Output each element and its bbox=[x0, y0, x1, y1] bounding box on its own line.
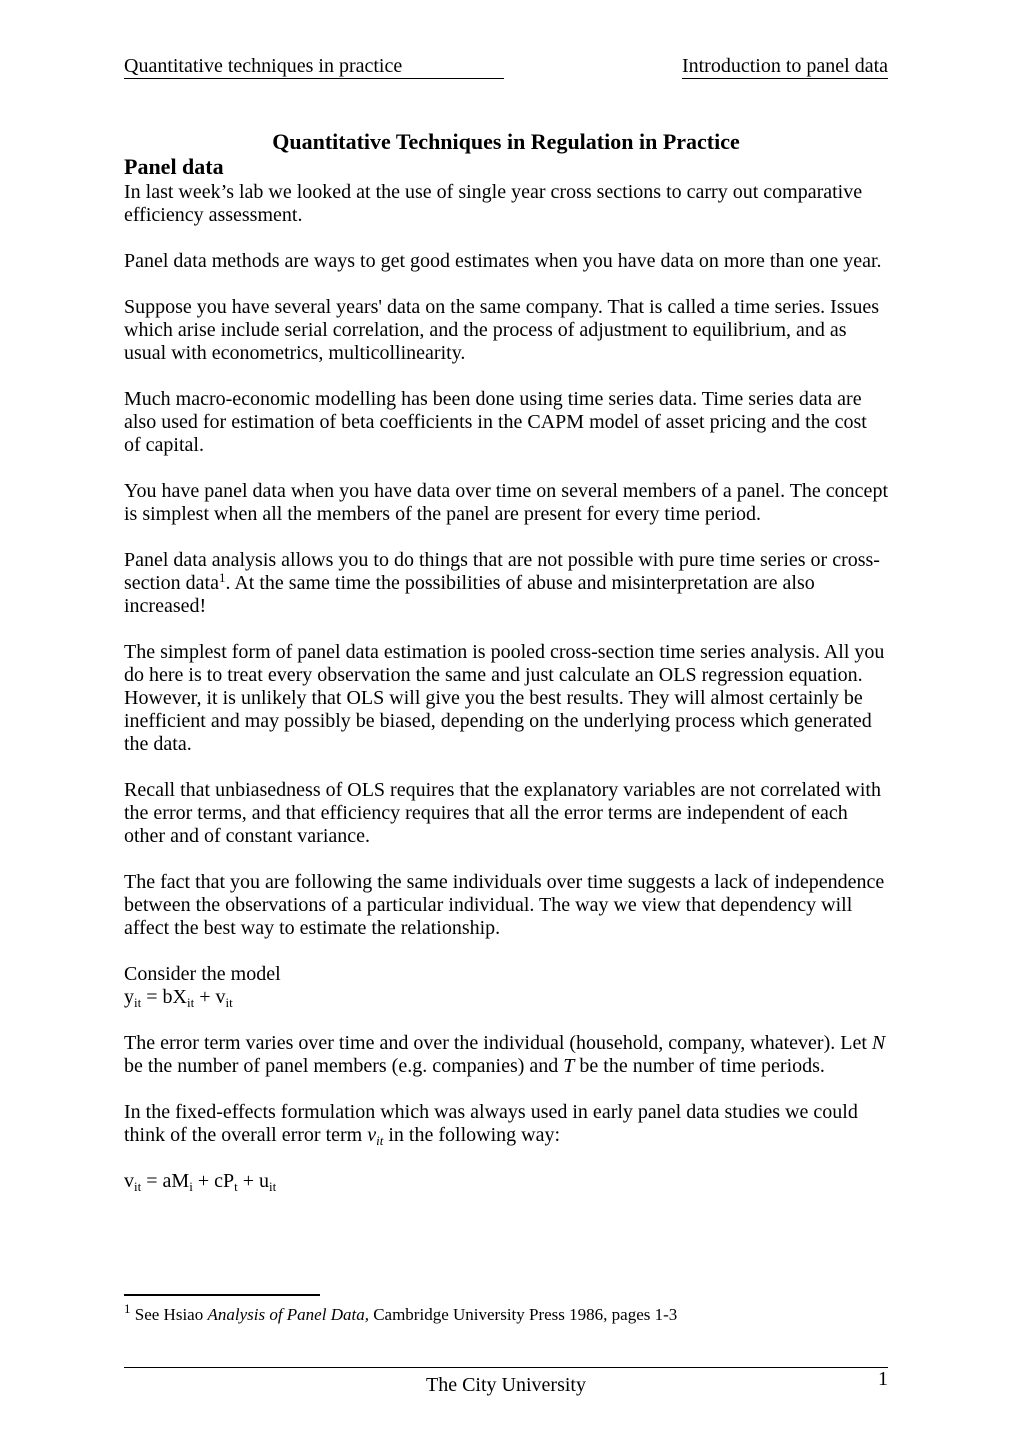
formula-subscript: i bbox=[189, 1179, 193, 1194]
formula-text: = bX bbox=[141, 986, 187, 1008]
header-left-title: Quantitative techniques in practice bbox=[124, 54, 504, 79]
variable-T: T bbox=[563, 1055, 575, 1077]
formula-subscript: it bbox=[269, 1179, 277, 1194]
formula-subscript: t bbox=[234, 1179, 238, 1194]
footnote-text: See Hsiao bbox=[130, 1305, 208, 1324]
doc-title: Quantitative Techniques in Regulation in Practice bbox=[272, 129, 740, 154]
paragraph-pooled-ols: The simplest form of panel data estimation is pooled cross-section time series analysis. All you do here is to treat every observation the same and just calculate an OLS regression equation. However, it is unlikely that OLS will give you the best results. They will almost certainly be inefficient and may possibly be biased, depending on the underlying process which generated the data. bbox=[124, 641, 885, 755]
footnote-reference-mark: 1 bbox=[218, 570, 226, 585]
footnote-text: Cambridge University Press 1986, pages 1-3 bbox=[368, 1305, 678, 1324]
formula-text: y bbox=[124, 986, 134, 1008]
paragraph-independence: The fact that you are following the same individuals over time suggests a lack of independence between the observations of a particular individual. The way we view that dependency will affect the best way to estimate the relationship. bbox=[124, 871, 885, 939]
paragraph-unbiasedness: Recall that unbiasedness of OLS requires that the explanatory variables are not correlated with the error terms, and that efficiency requires that all the error terms are independent of each other and of constant variance. bbox=[124, 779, 881, 847]
variable-vit bbox=[367, 1124, 383, 1146]
paragraph-text: In the fixed-effects formulation which was always used in early panel data studies we could think of the overall error term bbox=[124, 1101, 858, 1146]
paragraph-fixed-effects bbox=[124, 1101, 888, 1147]
formula-text: + u bbox=[237, 1170, 269, 1192]
footer-institution: The City University bbox=[426, 1374, 586, 1396]
paragraph-text: be the number of panel members (e.g. companies) and bbox=[124, 1055, 564, 1077]
formula-subscript: it bbox=[225, 995, 233, 1010]
footnote-book-title: Analysis of Panel Data, bbox=[207, 1305, 369, 1324]
paragraph-text: . At the same time the possibilities of abuse and misinterpretation are also increased! bbox=[124, 572, 815, 617]
footnote bbox=[124, 1301, 888, 1325]
paragraph-text: The error term varies over time and over the individual (household, company, whatever). Let bbox=[124, 1032, 872, 1054]
paragraph-time-series: Suppose you have several years' data on the same company. That is called a time series. Issues which arise include serial correlation, and the process of adjustment to equilibrium, and as usual with econometrics, multicollinearity. bbox=[124, 296, 880, 364]
paragraph-text: be the number of time periods. bbox=[574, 1055, 825, 1077]
header-right-title: Introduction to panel data bbox=[681, 55, 888, 77]
footer-rule bbox=[124, 1367, 888, 1368]
formula-text: + cP bbox=[192, 1170, 235, 1192]
paragraph-macro-modelling: Much macro-economic modelling has been done using time series data. Time series data are also used for estimation of beta coefficients in the CAPM model of asset pricing and the cost of capital. bbox=[124, 388, 867, 456]
paragraph-text: Panel data analysis allows you to do things that are not possible with pure time series or cross-section data bbox=[124, 549, 880, 594]
formula-subscript: it bbox=[376, 1133, 384, 1148]
footnote-number: 1 bbox=[124, 1301, 131, 1316]
paragraph-panel-analysis bbox=[124, 549, 888, 618]
variable-N: N bbox=[871, 1032, 886, 1054]
paragraph-panel-data-methods: Panel data methods are ways to get good estimates when you have data on more than one year. bbox=[124, 250, 882, 272]
page-number: 1 bbox=[878, 1368, 888, 1390]
paragraph-last-week-lab: In last week’s lab we looked at the use of single year cross sections to carry out comparative efficiency assessment. bbox=[124, 181, 863, 226]
paragraph-error-term bbox=[124, 1032, 888, 1078]
paragraph-text: in the following way: bbox=[383, 1124, 561, 1146]
footnote-block bbox=[124, 1294, 888, 1325]
formula-text: v bbox=[124, 1170, 134, 1192]
formula-text: + v bbox=[194, 986, 226, 1008]
footnote-separator bbox=[124, 1294, 320, 1296]
paragraph-consider-model: Consider the model bbox=[124, 963, 281, 985]
formula-subscript: it bbox=[134, 1179, 142, 1194]
formula-subscript: it bbox=[134, 995, 142, 1010]
formula-error-decomposition bbox=[124, 1170, 888, 1193]
formula-model bbox=[124, 986, 888, 1009]
document-footer bbox=[124, 1367, 888, 1397]
document-header bbox=[124, 54, 888, 79]
paragraph-panel-definition: You have panel data when you have data over time on several members of a panel. The concept is simplest when all the members of the panel are present for every time period. bbox=[124, 480, 888, 525]
section-heading-panel-data: Panel data bbox=[124, 154, 224, 179]
formula-text: v bbox=[367, 1124, 377, 1146]
formula-text: = aM bbox=[141, 1170, 190, 1192]
formula-subscript: it bbox=[186, 995, 195, 1010]
